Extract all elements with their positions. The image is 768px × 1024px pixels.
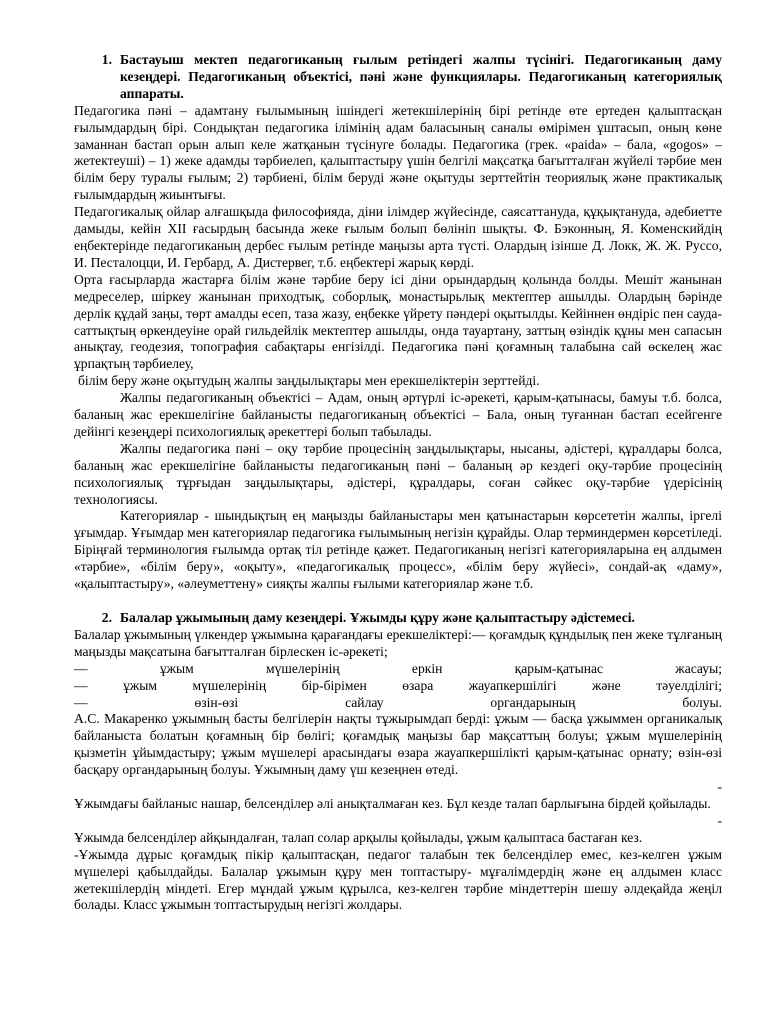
section-gap — [74, 593, 722, 610]
section-2-heading — [74, 610, 722, 627]
section-1-heading — [74, 52, 722, 103]
section-2-number: 2. — [101, 610, 112, 625]
section-2-paragraph-4: Ұжымда белсенділер айқындалған, талап солар арқылы қойылады, ұжым қалыптаса бастаған кез. — [74, 829, 643, 845]
section-2-list-item-3: — өзін-өзі сайлау органдарының болуы. — [74, 694, 722, 710]
section-1-paragraph-1: Педагогика пәні – адамтану ғылымының ішіндегі жетекшілерінің бірі ретінде өте ертеден қалыптасқан ғылымдардың бірі. Сондықтан педагогика ілімінің адам баласының саналы өмірімен ұштасып, оның көне заманнан бастап орын алып келе жатқанын түсінуге болады. Педагогика (грек. «paida» – бала, «gogos» – жетектеуші) – 1) жеке адамды тәрбиелеп, қалыптастыру үшін белгілі мақсатқа бағытталған жүйелі тәрбие мен білім беру туралы ғылым; 2) тәрбиені, білім беруді және оқытуды зерттейтін теориялық және практикалық ғылымдардың жиынтығы. — [74, 102, 722, 203]
document-page — [74, 52, 722, 914]
section-2-paragraph-5: -Ұжымда дұрыс қоғамдық пікір қалыптасқан, педагог талабын тек белсенділер емес, кез-келген ұжым мүшелері қабылдайды. Балалар ұжымын құру мен топтастыру- мұғалімдердің және ең алдымен класс жетекшілердің міндеті. Егер мұндай ұжым құрылса, кез-келген тәрбие міндеттерін шешу әлдеқайда жеңіл болады. Класс ұжымын топтастырудың негізгі жолдары. — [74, 846, 722, 913]
section-2-paragraph-2: А.С. Макаренко ұжымның басты белгілерін нақты тұжырымдап берді: ұжым — басқа ұжыммен органикалық байланыста болатын қоғамның бір бөлігі; қоғамдық маңызы бар мақсаттың болуы; ұжым мүшелерінің қызметін ұйымдастыру; ұжым мүшелері арасындағы өзара жауапкершілікті қарым-қатынас орнату; өзін-өзі басқару органдарының болуы. Ұжымның даму үш кезеңнен өтеді. — [74, 711, 722, 778]
section-1-number: 1. — [101, 52, 112, 67]
section-1-paragraph-3: Орта ғасырларда жастарға білім және тәрбие беру ісі діни орындардың қолында болды. Мешіт жанынан медреселер, шіркеу жанынан приходтық, соборлық, монастырьлық мектептер ашылды. Олардың бәрінде дерлік құдай заңы, төрт амалды есеп, таза жазу, еңбекке үйрету пәндері оқытылды. Кейіннен өндіріс пен сауда-саттықтың өркендеуіне орай гильдейлік мектептер ашылды, онда тауартану, заттың өзіндік құны мен сапасын анықтау, геодезия, топография сабақтары енгізілді. Педагогика пәні қоғамның талабына сай өскелең жас ұрпақтың тәрбиелеу, — [74, 271, 722, 372]
section-2-dash-1: - — [717, 779, 722, 795]
section-2-list-item-2: — ұжым мүшелерінің бір-бірімен өзара жауапкершілігі және тәуелділігі; — [74, 677, 722, 693]
section-1-paragraph-2: Педагогикалық ойлар алғашқыда философияда, діни ілімдер жүйесінде, саясаттануда, құқықтануда, әдебиетте дамыды, кейін ХІІ ғасырдың басында жеке ғылым болып бөлініп шықты. Ф. Бэконның, Я. Коменскийдің еңбектерінде педагогиканың дербес ғылым ретінде маңызы арта түсті. Олардың ізінше Д. Локк, Ж. Ж. Руссо, И. Песталоцци, И. Гербард, А. Дистервег, т.б. еңбектері жарық көрді. — [74, 204, 722, 270]
section-2-paragraph-1: Балалар ұжымының үлкендер ұжымына қарағандағы ерекшеліктері:— қоғамдық құндылық пен жеке тұлғаның маңызды мақсатына бағытталған бірлескен іс-әрекеті; — [74, 626, 722, 659]
section-1-paragraph-6: Категориялар - шындықтың ең маңызды байланыстары мен қатынастарын көрсететін жалпы, іргелі ұғымдар. Ұғымдар мен категориялар педагогика ғылымының негізін құрайды. Олар терминдермен көрсетіледі. Біріңғай терминология ғылымда ортақ тіл ретінде қажет. Педагогиканың негізгі категорияларына ең алдымен «тәрбие», «білім беру», «оқыту», «педагогикалық процесс», «білім беру жүйесі», сондай-ақ «даму», «қалыптастыру», «әлеуметтену» сияқты жалпы ғылыми категориялар және т.б. — [74, 508, 722, 592]
section-1-paragraph-4: Жалпы педагогиканың объектісі – Адам, оның әртүрлі іс-әрекеті, қарым-қатынасы, бамуы т.б. болса, баланың жас ерекшелігіне байланысты педагогиканың объектісі – Бала, оның туғаннан бастап есейгенге дейінгі кезеңдері психологиялық әрекеттері болып табылады. — [74, 390, 722, 439]
section-2-dash-2: - — [717, 812, 722, 828]
section-2-title: Балалар ұжымының даму кезеңдері. Ұжымды құру және қалыптастыру әдістемесі. — [120, 610, 635, 625]
section-1-paragraph-3b: білім беру және оқытудың жалпы заңдылықтары мен ерекшеліктерін зерттейді. — [78, 373, 540, 389]
section-2-list-item-1: — ұжым мүшелерінің еркін қарым-қатынас жасауы; — [74, 660, 722, 676]
section-1-paragraph-5: Жалпы педагогика пәні – оқу тәрбие процесінің заңдылықтары, нысаны, әдістері, құралдары болса, баланың жас ерекшелігіне байланысты педагогиканың пәні – баланың әр кездегі оқу-тәрбие процесінің психологиялық тұрғыдан заңдылықтары, әдістері, құралдары, соған сәйкес оқу-тәрбие үдерісінің технологиясы. — [74, 440, 722, 507]
section-1-title: Бастауыш мектеп педагогиканың ғылым ретіндегі жалпы түсінігі. Педагогиканың даму кезеңдері. Педагогиканың объектісі, пәні және функциялары. Педагогиканың категориялық аппараты. — [120, 52, 722, 101]
section-2-paragraph-3: Ұжымдағы байланыс нашар, белсенділер әлі анықталмаған кез. Бұл кезде талап барлығына бірдей қойылады. — [74, 795, 711, 811]
